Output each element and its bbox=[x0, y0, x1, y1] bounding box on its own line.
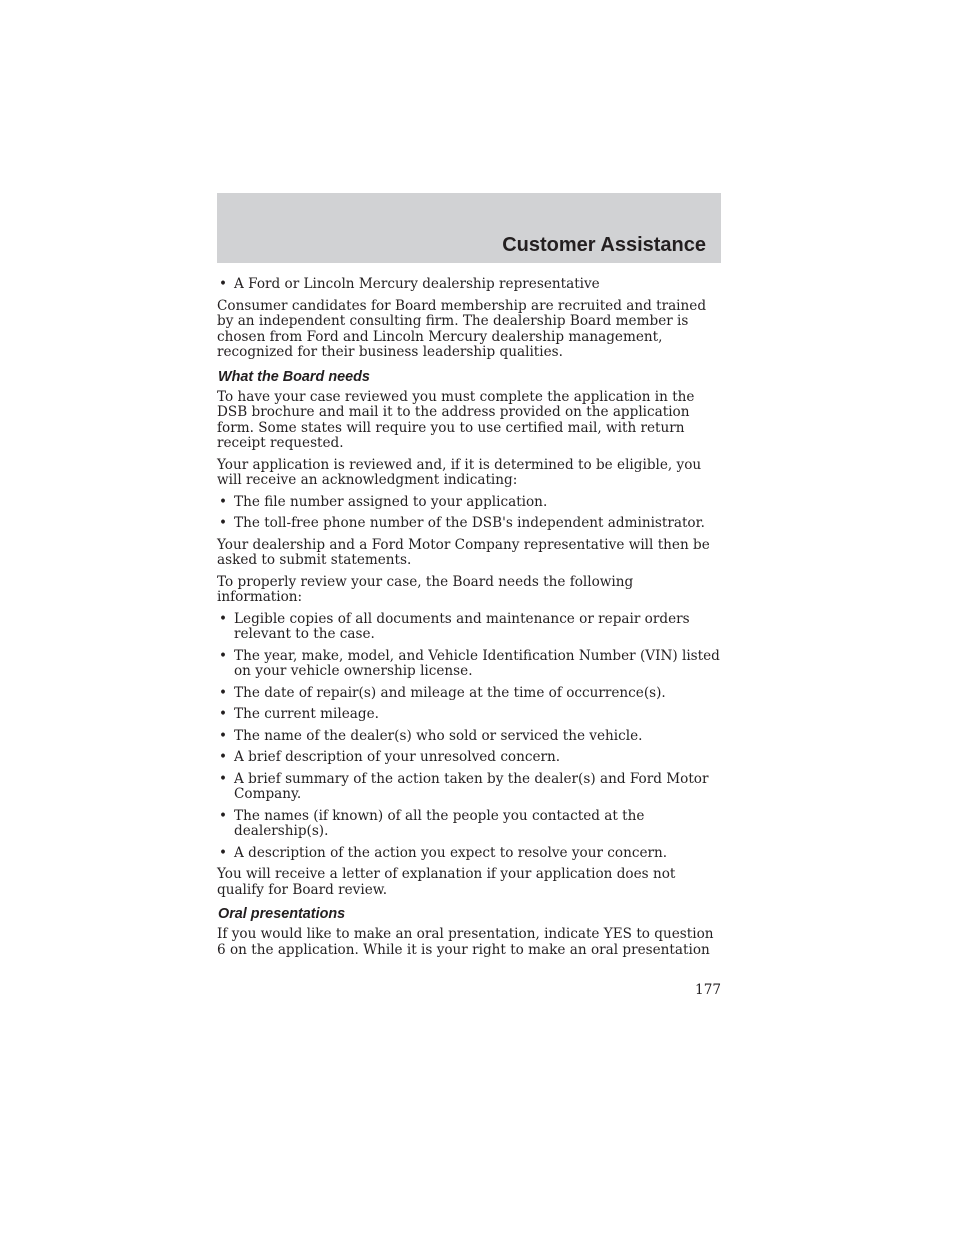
bullet-item bbox=[217, 809, 721, 840]
bullet-marker: • bbox=[219, 770, 228, 787]
bullet-marker: • bbox=[219, 684, 228, 701]
bullet-text: A brief description of your unresolved concern. bbox=[234, 749, 561, 765]
bullet-marker: • bbox=[219, 727, 228, 744]
bullet-item bbox=[217, 729, 721, 745]
paragraph: Your application is reviewed and, if it is determined to be eligible, you will receive an acknowledgment indicating: bbox=[217, 456, 702, 488]
bullet-item bbox=[217, 707, 721, 723]
page-number: 177 bbox=[695, 982, 721, 998]
paragraph: If you would like to make an oral presentation, indicate YES to question 6 on the application. While it is your right to make an oral presentation bbox=[217, 926, 714, 958]
bullet-text: A description of the action you expect to resolve your concern. bbox=[234, 844, 668, 861]
bullet-item bbox=[217, 686, 721, 702]
bullet-marker: • bbox=[219, 493, 228, 510]
bullet-item bbox=[217, 750, 721, 766]
bullet-text: A Ford or Lincoln Mercury dealership representative bbox=[234, 276, 600, 292]
paragraph: You will receive a letter of explanation if your application does not qualify for Board review. bbox=[217, 866, 676, 898]
bullet-text: The names (if known) of all the people you contacted at the dealership(s). bbox=[234, 807, 645, 839]
paragraph: To properly review your case, the Board needs the following information: bbox=[217, 573, 634, 605]
intro-bullet-list bbox=[217, 277, 721, 293]
bullet-text: The year, make, model, and Vehicle Identification Number (VIN) listed on your vehicle ownership license. bbox=[234, 647, 720, 679]
acknowledgment-bullet-list bbox=[217, 495, 721, 532]
bullet-text: The file number assigned to your application. bbox=[234, 493, 548, 510]
bullet-marker: • bbox=[219, 515, 228, 531]
bullet-text: The name of the dealer(s) who sold or serviced the vehicle. bbox=[234, 727, 643, 744]
bullet-item bbox=[217, 612, 721, 643]
bullet-item bbox=[217, 495, 721, 511]
required-information-bullet-list bbox=[217, 612, 721, 862]
subheading-oral-presentations: Oral presentations bbox=[218, 906, 346, 922]
bullet-item bbox=[217, 277, 721, 293]
bullet-text: Legible copies of all documents and maintenance or repair orders relevant to the case. bbox=[234, 610, 690, 642]
bullet-marker: • bbox=[219, 807, 228, 824]
paragraph: Consumer candidates for Board membership are recruited and trained by an independent consulting firm. The dealership Board member is chosen from Ford and Lincoln Mercury dealership management, recognized for their business leadership qualities. bbox=[217, 297, 707, 360]
bullet-text: The current mileage. bbox=[234, 706, 379, 722]
bullet-text: A brief summary of the action taken by the dealer(s) and Ford Motor Company. bbox=[234, 770, 709, 802]
bullet-item bbox=[217, 516, 721, 532]
bullet-marker: • bbox=[219, 844, 228, 861]
bullet-marker: • bbox=[219, 749, 228, 765]
section-header-band bbox=[217, 193, 721, 263]
bullet-item bbox=[217, 772, 721, 803]
bullet-marker: • bbox=[219, 706, 228, 722]
paragraph: To have your case reviewed you must complete the application in the DSB brochure and mail it to the address provided on the application form. Some states will require you to use certified mail, with return receipt requested. bbox=[217, 388, 695, 451]
page-content bbox=[217, 277, 721, 964]
bullet-marker: • bbox=[219, 610, 228, 627]
bullet-marker: • bbox=[219, 276, 228, 292]
bullet-marker: • bbox=[219, 647, 228, 664]
subheading-board-needs: What the Board needs bbox=[218, 368, 370, 385]
bullet-item bbox=[217, 846, 721, 862]
paragraph: Your dealership and a Ford Motor Company representative will then be asked to submit statements. bbox=[217, 536, 710, 568]
bullet-item bbox=[217, 649, 721, 680]
bullet-text: The date of repair(s) and mileage at the time of occurrence(s). bbox=[234, 684, 666, 701]
section-title: Customer Assistance bbox=[502, 234, 706, 256]
bullet-text: The toll-free phone number of the DSB's independent administrator. bbox=[234, 515, 705, 531]
